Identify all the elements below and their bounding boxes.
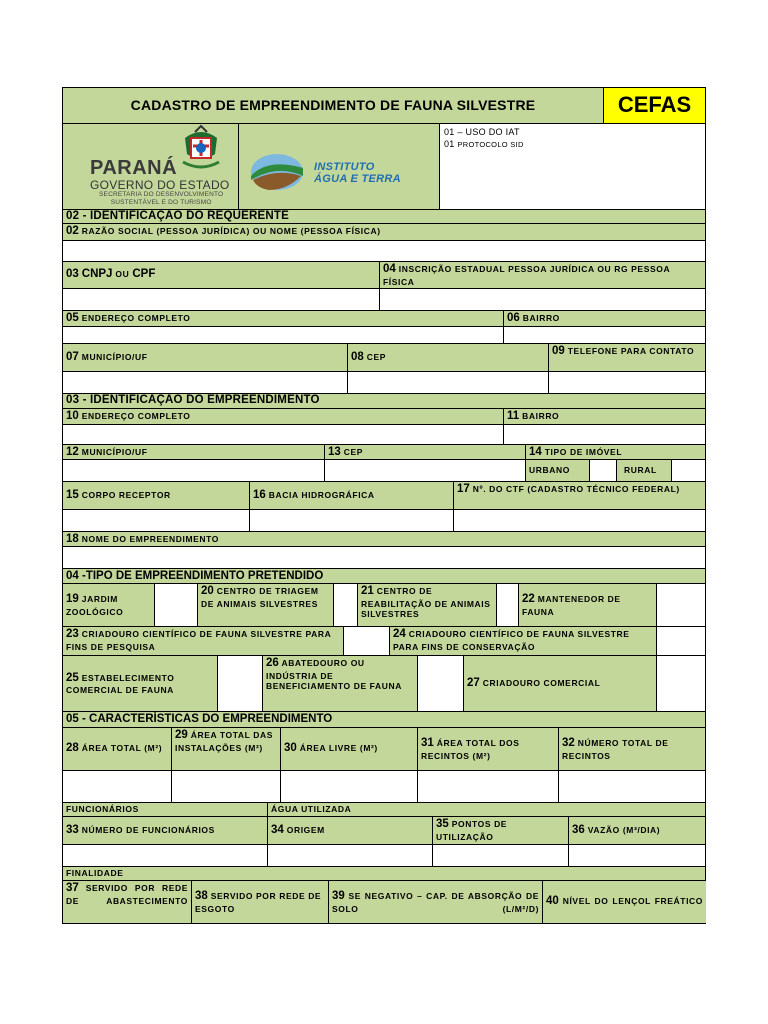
emp-endereco-field[interactable] xyxy=(63,425,504,445)
field-label: ENDEREÇO COMPLETO xyxy=(81,313,191,323)
emp-cep-label xyxy=(325,445,526,460)
field-number: 06 xyxy=(507,312,520,324)
item-30-label xyxy=(281,728,418,771)
municipio-field[interactable] xyxy=(63,372,348,394)
field-label: SERVIDO POR REDE DE ESGOTO xyxy=(195,891,322,914)
ctf-label xyxy=(454,482,706,510)
ctf-field[interactable] xyxy=(454,510,706,532)
emp-bairro-field[interactable] xyxy=(504,425,706,445)
tipo-imovel-label xyxy=(526,445,706,460)
field-label: CENTRO DE TRIAGEM DE ANIMAIS SILVESTRES xyxy=(201,586,319,609)
field-label: ÁREA TOTAL DOS RECINTOS (M²) xyxy=(421,738,520,761)
rural-label xyxy=(617,460,672,482)
field-number: 27 xyxy=(467,676,480,689)
field-label: BAIRRO xyxy=(522,313,560,323)
emp-endereco-label xyxy=(63,409,504,425)
field-number: 14 xyxy=(529,446,542,458)
field-number: 19 xyxy=(66,593,79,605)
section-title-text: 05 - CARACTERÍSTICAS DO EMPREENDIMENTO xyxy=(66,713,333,725)
inscricao-field[interactable] xyxy=(380,289,706,311)
finalidade-heading xyxy=(63,867,706,881)
parana-logo-gov: GOVERNO DO ESTADO xyxy=(90,178,230,192)
item-28-field[interactable] xyxy=(63,771,172,803)
field-label: URBANO xyxy=(529,465,570,476)
field-label: MUNICÍPIO/UF xyxy=(81,351,148,362)
corpo-receptor-label xyxy=(63,482,250,510)
urbano-checkbox[interactable] xyxy=(590,460,617,482)
bacia-field[interactable] xyxy=(250,510,454,532)
cnpj-cpf-label xyxy=(63,262,380,289)
field-label: BACIA HIDROGRÁFICA xyxy=(268,489,375,500)
telefone-field[interactable] xyxy=(549,372,706,394)
field-number: 21 xyxy=(361,585,374,597)
field-label: ORIGEM xyxy=(286,824,325,835)
iat-logo-text xyxy=(314,161,401,185)
field-label: VAZÃO (M³/DIA) xyxy=(587,824,661,835)
field-number: 40 xyxy=(546,895,559,908)
field-label: MUNICÍPIO/UF xyxy=(81,447,148,457)
section-04-title xyxy=(63,569,706,584)
field-number: 16 xyxy=(253,488,266,501)
item-26-label xyxy=(263,656,418,712)
field-number: 37 xyxy=(66,882,79,894)
item-35-label xyxy=(433,817,569,845)
item-26-checkbox[interactable] xyxy=(418,656,464,712)
field-label: FINALIDADE xyxy=(66,868,124,878)
item-32-field[interactable] xyxy=(559,771,706,803)
field-label: CRIADOURO CIENTÍFICO DE FAUNA SILVESTRE PARA FINS DE CONSERVAÇÃO xyxy=(393,629,630,652)
field-number: 09 xyxy=(552,345,565,357)
razao-social-field[interactable] xyxy=(63,241,706,262)
emp-bairro-label xyxy=(504,409,706,425)
field-number: 17 xyxy=(457,483,470,495)
field-number: 34 xyxy=(271,823,284,836)
iat-landscape-icon xyxy=(247,150,307,200)
item-22-label xyxy=(519,584,657,627)
item-30-field[interactable] xyxy=(281,771,418,803)
field-label: CENTRO DE REABILITAÇÃO DE ANIMAIS SILVESTRES xyxy=(361,586,491,619)
field-label: ÁGUA UTILIZADA xyxy=(271,804,352,814)
field-number: 05 xyxy=(66,312,79,324)
item-36-label xyxy=(569,817,706,845)
iat-logo-line2: ÁGUA E TERRA xyxy=(314,173,401,185)
field-label: RURAL xyxy=(624,465,657,476)
field-label: NÚMERO TOTAL DE RECINTOS xyxy=(562,738,669,761)
item-27-label xyxy=(464,656,657,712)
parana-logo-sec xyxy=(99,191,223,207)
iat-protocol-label: PROTOCOLO SID xyxy=(457,140,524,149)
field-number: 02 xyxy=(66,225,79,237)
bairro-field[interactable] xyxy=(504,327,706,344)
endereco-field[interactable] xyxy=(63,327,504,344)
field-label: SERVIDO POR REDE DE ABASTECIMENTO xyxy=(66,883,188,906)
field-number: 22 xyxy=(522,593,535,605)
corpo-receptor-field[interactable] xyxy=(63,510,250,532)
item-21-label xyxy=(358,584,497,627)
field-number: 38 xyxy=(195,890,208,902)
item-31-field[interactable] xyxy=(418,771,559,803)
item-28-label xyxy=(63,728,172,771)
bacia-label xyxy=(250,482,454,510)
item-33-field[interactable] xyxy=(63,845,268,867)
field-label: CORPO RECEPTOR xyxy=(81,489,171,500)
section-title-text: 04 -TIPO DE EMPREENDIMENTO PRETENDIDO xyxy=(66,570,324,582)
field-label: CRIADOURO CIENTÍFICO DE FAUNA SILVESTRE PARA FINS DE PESQUISA xyxy=(66,629,332,652)
field-label: CEP xyxy=(366,351,387,362)
cnpj-cpf-field[interactable] xyxy=(63,289,380,311)
item-35-field[interactable] xyxy=(433,845,569,867)
telefone-label xyxy=(549,344,706,372)
parana-logo-word: PARANÁ xyxy=(90,157,178,179)
nome-emp-field[interactable] xyxy=(63,547,706,569)
item-19-checkbox[interactable] xyxy=(155,584,198,627)
section-05-title xyxy=(63,712,706,728)
field-number: 32 xyxy=(562,737,575,749)
field-number: 11 xyxy=(507,410,520,422)
field-label: CEP xyxy=(343,447,364,457)
field-number: 03 xyxy=(66,268,79,281)
item-19-label xyxy=(63,584,155,627)
item-24-label xyxy=(390,627,657,656)
iat-use-box xyxy=(440,124,706,210)
item-40-label xyxy=(543,881,706,924)
field-label: ABATEDOURO OU INDÚSTRIA DE BENEFICIAMENTO DE FAUNA xyxy=(266,658,402,691)
parana-logo-sec1: SECRETARIA DO DESENVOLVIMENTO xyxy=(99,191,224,198)
municipio-label xyxy=(63,344,348,372)
parana-logo xyxy=(63,124,239,210)
section-02-title: 02 - IDENTIFICAÇÃO DO REQUERENTE xyxy=(63,210,706,224)
item-20-label xyxy=(198,584,334,627)
field-label: FUNCIONÁRIOS xyxy=(66,804,139,814)
iat-use-label: 01 – USO DO IAT xyxy=(444,127,520,137)
item-38-label xyxy=(192,881,329,924)
bairro-label xyxy=(504,311,706,327)
emp-municipio-field[interactable] xyxy=(63,460,325,482)
cpf-text: CPF xyxy=(132,268,156,281)
field-number: 04 xyxy=(383,263,396,275)
rural-checkbox[interactable] xyxy=(672,460,706,482)
item-39-label xyxy=(329,881,543,924)
endereco-label xyxy=(63,311,504,327)
field-number: 35 xyxy=(436,818,449,830)
field-label: PONTOS DE UTILIZAÇÃO xyxy=(436,819,508,842)
form-code-text: CEFAS xyxy=(617,92,692,118)
inscricao-label xyxy=(380,262,706,289)
field-number: 25 xyxy=(66,671,79,684)
item-29-field[interactable] xyxy=(172,771,281,803)
field-label: MANTENEDOR DE FAUNA xyxy=(522,594,621,617)
field-number: 31 xyxy=(421,737,434,749)
item-22-checkbox[interactable] xyxy=(657,584,706,627)
field-number: 15 xyxy=(66,488,79,501)
item-34-label xyxy=(268,817,433,845)
field-label: JARDIM ZOOLÓGICO xyxy=(66,594,124,617)
item-20-checkbox[interactable] xyxy=(334,584,358,627)
nome-emp-label xyxy=(63,532,706,547)
item-25-checkbox[interactable] xyxy=(218,656,263,712)
field-number: 12 xyxy=(66,446,79,458)
item-31-label xyxy=(418,728,559,771)
iat-protocol-line xyxy=(444,138,701,151)
field-label: NOME DO EMPREENDIMENTO xyxy=(81,534,220,544)
iat-protocol-num: 01 xyxy=(444,139,455,149)
agua-heading xyxy=(268,803,706,817)
urbano-label xyxy=(526,460,590,482)
item-34-field[interactable] xyxy=(268,845,433,867)
item-23-label xyxy=(63,627,344,656)
field-label: SE NEGATIVO – CAP. DE ABSORÇÃO DE SOLO (L/M²/D) xyxy=(332,891,539,914)
cefas-form xyxy=(62,87,706,924)
field-number: 07 xyxy=(66,350,79,363)
iat-logo-line1: INSTITUTO xyxy=(314,161,375,173)
field-number: 30 xyxy=(284,742,297,755)
field-number: 13 xyxy=(328,446,341,458)
field-label: TELEFONE PARA CONTATO xyxy=(567,346,695,356)
iat-logo xyxy=(239,124,440,210)
section-03-title: 03 - IDENTIFICAÇÃO DO EMPREENDIMENTO xyxy=(63,394,706,409)
field-label: NÚMERO DE FUNCIONÁRIOS xyxy=(81,824,215,835)
item-33-label xyxy=(63,817,268,845)
item-32-label xyxy=(559,728,706,771)
field-label: BAIRRO xyxy=(522,411,560,421)
field-label: ESTABELECIMENTO COMERCIAL DE FAUNA xyxy=(66,672,175,696)
emp-cep-field[interactable] xyxy=(325,460,526,482)
field-number: 26 xyxy=(266,657,279,669)
emp-municipio-label xyxy=(63,445,325,460)
item-23-checkbox[interactable] xyxy=(344,627,390,656)
field-label: RAZÃO SOCIAL (PESSOA JURÍDICA) OU NOME (PESSOA FÍSICA) xyxy=(81,226,381,236)
field-number: 33 xyxy=(66,823,79,836)
field-label: TIPO DE IMÓVEL xyxy=(544,447,623,457)
form-title xyxy=(63,88,604,124)
field-label: ÁREA TOTAL DAS INSTALAÇÕES (M²) xyxy=(175,730,273,753)
item-36-field[interactable] xyxy=(569,845,706,867)
cnpj-text: CNPJ xyxy=(81,268,113,281)
field-label: ÁREA LIVRE (M²) xyxy=(299,743,378,754)
field-label: Nº. DO CTF (CADASTRO TÉCNICO FEDERAL) xyxy=(472,484,680,494)
item-27-checkbox[interactable] xyxy=(657,656,706,712)
field-number: 24 xyxy=(393,628,406,640)
cep-label xyxy=(348,344,549,372)
form-title-text: CADASTRO DE EMPREENDIMENTO DE FAUNA SILVESTRE xyxy=(130,97,536,114)
field-number: 39 xyxy=(332,890,345,902)
field-number: 28 xyxy=(66,742,79,755)
item-37-label xyxy=(63,881,192,924)
field-number: 10 xyxy=(66,410,79,422)
field-number: 23 xyxy=(66,628,79,640)
field-number: 20 xyxy=(201,585,214,597)
field-number: 18 xyxy=(66,533,79,545)
ou-text: OU xyxy=(115,269,130,280)
field-label: ENDEREÇO COMPLETO xyxy=(81,411,191,421)
razao-social-label xyxy=(63,224,706,241)
field-label: NÍVEL DO LENÇOL FREÁTICO xyxy=(562,896,703,907)
item-25-label xyxy=(63,656,218,712)
field-number: 29 xyxy=(175,729,188,741)
parana-logo-sec2: SUSTENTÁVEL E DO TURISMO xyxy=(110,199,212,206)
field-label: CRIADOURO COMERCIAL xyxy=(482,677,601,688)
item-21-checkbox[interactable] xyxy=(497,584,519,627)
item-24-checkbox[interactable] xyxy=(657,627,706,656)
field-label: ÁREA TOTAL (M²) xyxy=(81,743,163,754)
item-29-label xyxy=(172,728,281,771)
field-number: 08 xyxy=(351,350,364,363)
cep-field[interactable] xyxy=(348,372,549,394)
form-code xyxy=(604,88,706,124)
field-number: 36 xyxy=(572,823,585,836)
funcionarios-heading xyxy=(63,803,268,817)
field-label: INSCRIÇÃO ESTADUAL PESSOA JURÍDICA OU RG PESSOA FÍSICA xyxy=(383,264,670,287)
